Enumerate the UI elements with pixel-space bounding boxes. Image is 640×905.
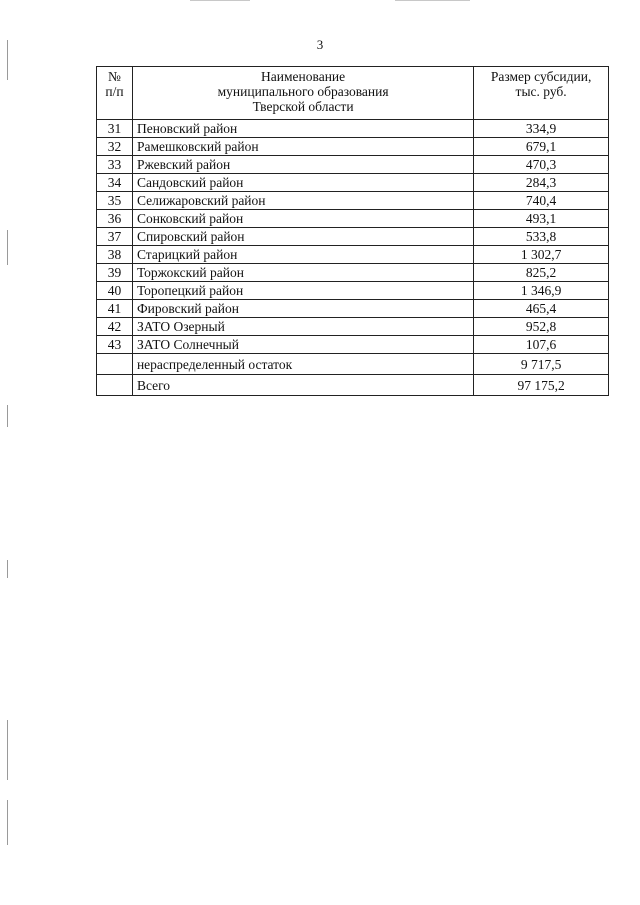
row-name: Рамешковский район xyxy=(132,138,473,156)
row-amount: 107,6 xyxy=(474,336,609,354)
table-row xyxy=(97,318,609,336)
row-number: 37 xyxy=(97,228,133,246)
header-name-line: муниципального образования xyxy=(217,84,389,99)
row-name: Торжокский район xyxy=(132,264,473,282)
row-amount: 465,4 xyxy=(474,300,609,318)
table-row xyxy=(97,282,609,300)
row-name: Сандовский район xyxy=(132,174,473,192)
total-number-cell xyxy=(97,375,133,396)
table-row xyxy=(97,300,609,318)
row-name: Селижаровский район xyxy=(132,192,473,210)
scan-artifact xyxy=(7,800,8,845)
row-name: Старицкий район xyxy=(132,246,473,264)
table-row xyxy=(97,120,609,138)
row-name: Сонковский район xyxy=(132,210,473,228)
table-row xyxy=(97,156,609,174)
header-name-line: Наименование xyxy=(261,69,346,84)
scan-artifact xyxy=(7,720,8,780)
scan-artifact xyxy=(190,0,250,1)
page-number: 3 xyxy=(316,37,324,52)
row-amount: 825,2 xyxy=(474,264,609,282)
row-number: 34 xyxy=(97,174,133,192)
row-amount: 740,4 xyxy=(474,192,609,210)
table-body xyxy=(97,120,609,354)
table-row xyxy=(97,210,609,228)
header-amount-line: Размер субсидии, xyxy=(490,69,592,84)
row-name: Пеновский район xyxy=(132,120,473,138)
row-amount: 334,9 xyxy=(474,120,609,138)
row-number: 32 xyxy=(97,138,133,156)
table-row xyxy=(97,192,609,210)
subsidy-table xyxy=(96,66,609,396)
scan-artifact xyxy=(7,405,8,427)
table-row xyxy=(97,228,609,246)
row-number: 33 xyxy=(97,156,133,174)
header-amount-line: тыс. руб. xyxy=(515,84,567,99)
header-amount xyxy=(474,67,609,120)
row-amount: 470,3 xyxy=(474,156,609,174)
table-row xyxy=(97,246,609,264)
header-name xyxy=(132,67,473,120)
remainder-label: нераспределенный остаток xyxy=(132,354,473,375)
remainder-row xyxy=(97,354,609,375)
row-number: 36 xyxy=(97,210,133,228)
row-number: 39 xyxy=(97,264,133,282)
table-row xyxy=(97,336,609,354)
row-number: 43 xyxy=(97,336,133,354)
row-amount: 1 302,7 xyxy=(474,246,609,264)
row-amount: 493,1 xyxy=(474,210,609,228)
row-name: Спировский район xyxy=(132,228,473,246)
table-row xyxy=(97,174,609,192)
header-name-line: Тверской области xyxy=(252,99,354,114)
row-number: 35 xyxy=(97,192,133,210)
table-header-row xyxy=(97,67,609,120)
scan-artifact xyxy=(7,560,8,578)
row-number: 41 xyxy=(97,300,133,318)
total-label: Всего xyxy=(132,375,473,396)
total-amount: 97 175,2 xyxy=(474,375,609,396)
remainder-number-cell xyxy=(97,354,133,375)
row-name: Фировский район xyxy=(132,300,473,318)
row-name: Ржевский район xyxy=(132,156,473,174)
header-number: № п/п xyxy=(97,67,133,120)
row-number: 31 xyxy=(97,120,133,138)
row-amount: 533,8 xyxy=(474,228,609,246)
remainder-amount: 9 717,5 xyxy=(474,354,609,375)
row-amount: 284,3 xyxy=(474,174,609,192)
scan-artifact xyxy=(395,0,470,1)
row-number: 38 xyxy=(97,246,133,264)
row-name: ЗАТО Солнечный xyxy=(132,336,473,354)
row-amount: 1 346,9 xyxy=(474,282,609,300)
row-number: 40 xyxy=(97,282,133,300)
scan-artifact xyxy=(7,230,8,265)
row-name: ЗАТО Озерный xyxy=(132,318,473,336)
table-row xyxy=(97,138,609,156)
row-number: 42 xyxy=(97,318,133,336)
table-row xyxy=(97,264,609,282)
row-name: Торопецкий район xyxy=(132,282,473,300)
row-amount: 679,1 xyxy=(474,138,609,156)
total-row xyxy=(97,375,609,396)
row-amount: 952,8 xyxy=(474,318,609,336)
